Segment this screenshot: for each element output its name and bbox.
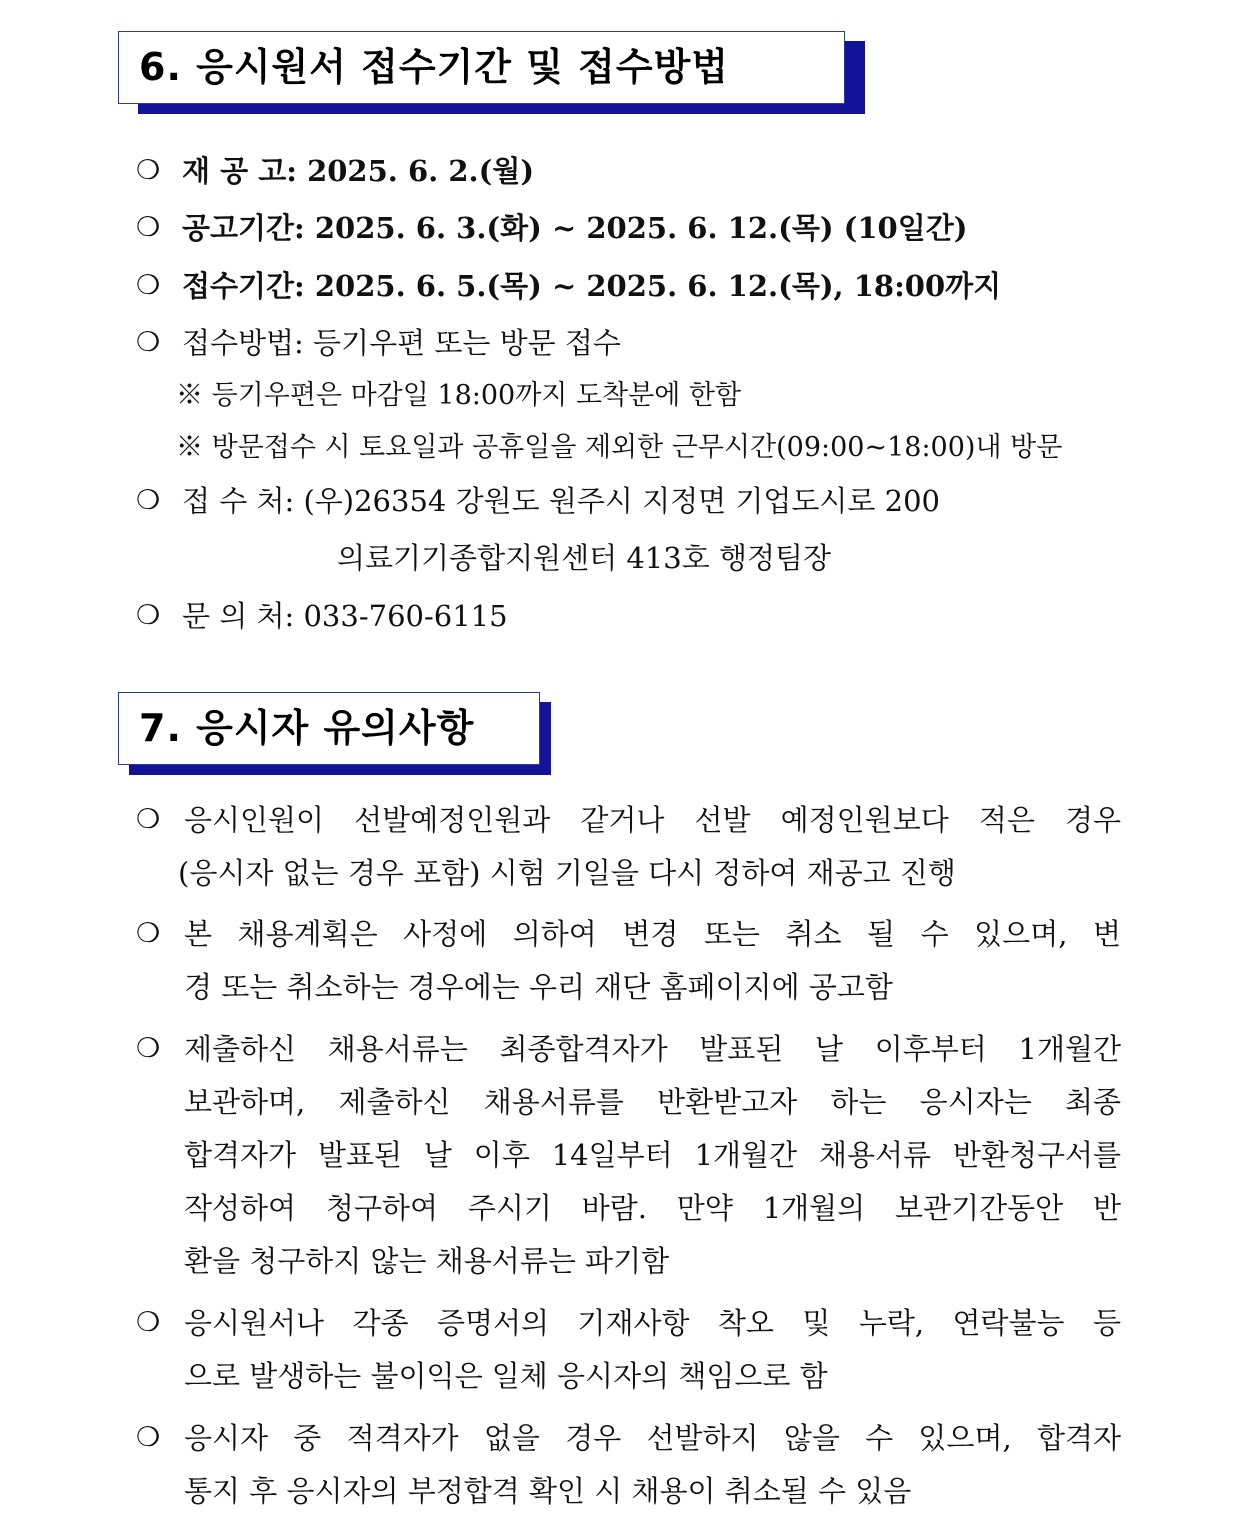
place-line-2: 의료기기종합지원센터 413호 행정팀장 (337, 541, 831, 575)
contact-label: 문 의 처: (182, 599, 295, 633)
place-label: 접 수 처: (182, 484, 295, 518)
bullet-icon: ❍ (136, 918, 161, 949)
notice-3-line-1: 제출하신 채용서류는 최종합격자가 발표된 날 이후부터 1개월간 (184, 1032, 1121, 1066)
receipt-label: 접수기간: (182, 269, 305, 303)
header-box (118, 692, 540, 765)
notice-5-line-2: 통지 후 응시자의 부정합격 확인 시 채용이 취소될 수 있음 (184, 1474, 912, 1508)
bullet-icon: ❍ (136, 327, 161, 358)
place-address: (우)26354 강원도 원주시 지정면 기업도시로 200 (303, 484, 941, 518)
bullet-icon: ❍ (136, 1422, 161, 1453)
contact-value: 033-760-6115 (303, 599, 508, 633)
section-6-header (118, 31, 868, 116)
bullet-icon: ❍ (136, 270, 161, 301)
section-7-header (118, 692, 558, 777)
reannounce-line (182, 151, 534, 191)
notice-3-line-3: 합격자가 발표된 날 이후 14일부터 1개월간 채용서류 반환청구서를 (184, 1138, 1121, 1172)
contact-line (182, 596, 508, 636)
bullet-icon: ❍ (136, 485, 161, 516)
bullet-icon: ❍ (136, 155, 161, 186)
notice-3-line-2: 보관하며, 제출하신 채용서류를 반환받고자 하는 응시자는 최종 (184, 1085, 1121, 1119)
note-mail: ※ 등기우편은 마감일 18:00까지 도착분에 한함 (176, 380, 742, 411)
notice-2-line-1: 본 채용계획은 사정에 의하여 변경 또는 취소 될 수 있으며, 변 (184, 917, 1121, 951)
bullet-icon: ❍ (136, 600, 161, 631)
header-box (118, 31, 845, 104)
bullet-icon: ❍ (136, 804, 161, 835)
notice-4-line-2: 으로 발생하는 불이익은 일체 응시자의 책임으로 함 (184, 1359, 828, 1393)
notice-2-line-2: 경 또는 취소하는 경우에는 우리 재단 홈페이지에 공고함 (184, 970, 893, 1004)
period-line (182, 208, 967, 248)
reannounce-value: 2025. 6. 2.(월) (307, 154, 535, 188)
notice-1-line-2: (응시자 없는 경우 포함) 시험 기일을 다시 정하여 재공고 진행 (178, 856, 956, 890)
period-value: 2025. 6. 3.(화) ~ 2025. 6. 12.(목) (10일간) (314, 211, 968, 245)
bullet-icon: ❍ (136, 212, 161, 243)
reannounce-label: 재 공 고: (182, 154, 297, 188)
section-6-title: 6. 응시원서 접수기간 및 접수방법 (139, 45, 729, 89)
period-label: 공고기간: (182, 211, 305, 245)
note-visit: ※ 방문접수 시 토요일과 공휴일을 제외한 근무시간(09:00~18:00)내 방문 (176, 432, 1063, 463)
notice-3-line-5: 환을 청구하지 않는 채용서류는 파기함 (184, 1244, 670, 1278)
receipt-value: 2025. 6. 5.(목) ~ 2025. 6. 12.(목), 18:00까지 (314, 269, 1002, 303)
notice-5-line-1: 응시자 중 적격자가 없을 경우 선발하지 않을 수 있으며, 합격자 (184, 1421, 1121, 1455)
receipt-line (182, 266, 1001, 306)
bullet-icon: ❍ (136, 1033, 161, 1064)
method-value: 등기우편 또는 방문 접수 (313, 326, 621, 360)
method-line (182, 323, 621, 363)
section-7-title: 7. 응시자 유의사항 (139, 706, 475, 750)
notice-4-line-1: 응시원서나 각종 증명서의 기재사항 착오 및 누락, 연락불능 등 (184, 1306, 1121, 1340)
bullet-icon: ❍ (136, 1307, 161, 1338)
place-line (182, 481, 940, 521)
method-label: 접수방법: (182, 326, 304, 360)
notice-3-line-4: 작성하여 청구하여 주시기 바람. 만약 1개월의 보관기간동안 반 (184, 1191, 1121, 1225)
notice-1-line-1: 응시인원이 선발예정인원과 같거나 선발 예정인원보다 적은 경우 (184, 803, 1121, 837)
